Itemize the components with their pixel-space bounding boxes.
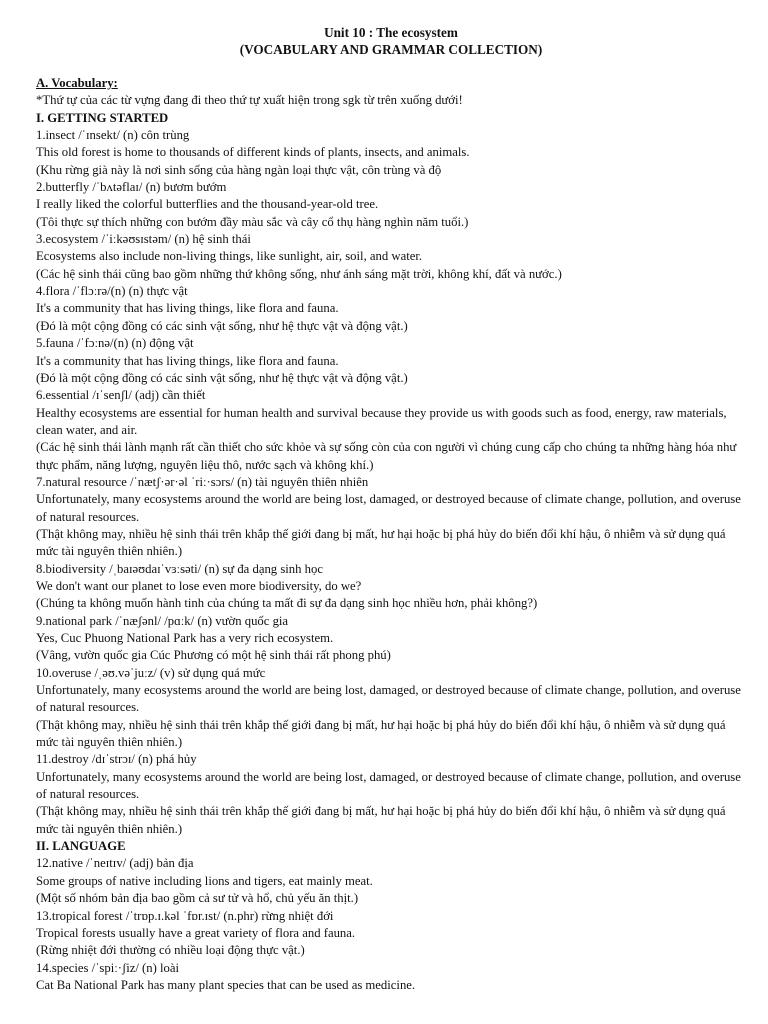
vocab-translation: (Một số nhóm bản địa bao gồm cả sư tử và hổ, chủ yếu ăn thịt.) bbox=[36, 891, 359, 906]
section-heading-language: II. LANGUAGE bbox=[36, 839, 126, 854]
vocab-term: 3.ecosystem /ˈiːkəʊsɪstəm/ (n) hệ sinh thái bbox=[36, 232, 251, 247]
vocab-term: 13.tropical forest /ˈtrɒp.ɪ.kəl ˈfɒr.ɪst/ (n.phr) rừng nhiệt đới bbox=[36, 908, 334, 923]
vocab-translation: (Thật không may, nhiều hệ sinh thái trên khắp thế giới đang bị mất, hư hại hoặc bị phá hủy do biến đổi khí hậu, ô nhiễm và sử dụng quá mức tài nguyên thiên nhiên.) bbox=[36, 804, 726, 836]
vocab-term: 9.national park /ˈnæʃənl/ /pɑːk/ (n) vườn quốc gia bbox=[36, 613, 289, 628]
vocab-example: This old forest is home to thousands of different kinds of plants, insects, and animals. bbox=[36, 145, 470, 160]
vocab-example: Unfortunately, many ecosystems around the world are being lost, damaged, or destroyed because of climate change, pollution, and overuse of natural resources. bbox=[36, 492, 741, 524]
vocab-example: Healthy ecosystems are essential for human health and survival because they provide us with goods such as food, energy, raw materials, clean water, and air. bbox=[36, 405, 727, 437]
vocab-example: It's a community that has living things, like flora and fauna. bbox=[36, 353, 339, 368]
collection-title: (VOCABULARY AND GRAMMAR COLLECTION) bbox=[239, 42, 543, 57]
vocab-translation: (Đó là một cộng đồng có các sinh vật sống, như hệ thực vật và động vật.) bbox=[36, 370, 408, 385]
spacer bbox=[36, 58, 746, 75]
vocab-translation: (Đó là một cộng đồng có các sinh vật sống, như hệ thực vật và động vật.) bbox=[36, 318, 408, 333]
vocab-translation: (Các hệ sinh thái cũng bao gồm những thứ không sống, như ánh sáng mặt trời, không khí, đất và nước.) bbox=[36, 266, 562, 281]
vocab-term: 1.insect /ˈɪnsekt/ (n) côn trùng bbox=[36, 128, 190, 143]
vocab-translation: (Rừng nhiệt đới thường có nhiều loại động thực vật.) bbox=[36, 943, 305, 958]
vocab-example: Cat Ba National Park has many plant species that can be used as medicine. bbox=[36, 977, 416, 992]
vocab-example: Some groups of native including lions and tigers, eat mainly meat. bbox=[36, 873, 373, 888]
vocabulary-heading: A. Vocabulary: bbox=[36, 76, 118, 90]
section-heading-getting-started: I. GETTING STARTED bbox=[36, 110, 169, 125]
vocab-translation: (Khu rừng già này là nơi sinh sống của hàng ngàn loại thực vật, côn trùng và độ bbox=[36, 162, 442, 177]
vocab-translation: (Thật không may, nhiều hệ sinh thái trên khắp thế giới đang bị mất, hư hại hoặc bị phá hủy do biến đổi khí hậu, ô nhiễm và sử dụng quá mức tài nguyên thiên nhiên.) bbox=[36, 526, 726, 559]
vocab-term: 11.destroy /dɪˈstrɔɪ/ (n) phá hủy bbox=[36, 752, 197, 767]
vocab-translation: (Thật không may, nhiều hệ sinh thái trên khắp thế giới đang bị mất, hư hại hoặc bị phá hủy do biến đổi khí hậu, ô nhiễm và sử dụng quá mức tài nguyên thiên nhiên.) bbox=[36, 717, 726, 750]
vocab-translation: (Tôi thực sự thích những con bướm đầy màu sắc và cây cổ thụ hàng nghìn năm tuổi.) bbox=[36, 214, 469, 229]
vocab-example: It's a community that has living things, like flora and fauna. bbox=[36, 301, 339, 316]
vocab-term: 2.butterfly /ˈbʌtəflaɪ/ (n) bươm bướm bbox=[36, 180, 227, 195]
vocab-term: 5.fauna /ˈfɔːnə/(n) (n) động vật bbox=[36, 336, 194, 351]
vocab-example: I really liked the colorful butterflies and the thousand-year-old tree. bbox=[36, 197, 379, 212]
vocab-example: We don't want our planet to lose even more biodiversity, do we? bbox=[36, 578, 362, 593]
vocab-example: Ecosystems also include non-living things, like sunlight, air, soil, and water. bbox=[36, 249, 423, 264]
vocab-term: 8.biodiversity /ˌbaɪəʊdaɪˈvɜːsəti/ (n) sự đa dạng sinh học bbox=[36, 561, 323, 576]
vocab-term: 7.natural resource /ˈnætʃ·ər·əl ˈriː·sɔrs/ (n) tài nguyên thiên nhiên bbox=[36, 474, 369, 489]
vocab-example: Tropical forests usually have a great variety of flora and fauna. bbox=[36, 925, 356, 940]
vocab-translation: (Vâng, vườn quốc gia Cúc Phương có một hệ sinh thái rất phong phú) bbox=[36, 648, 391, 663]
vocab-translation: (Các hệ sinh thái lành mạnh rất cần thiết cho sức khỏe và sự sống còn của con người vì chúng cung cấp cho chúng ta những hàng hóa như thực phẩm, năng lượng, nguyên liệu thô, nước sạch và không khí.) bbox=[36, 440, 737, 472]
vocab-example: Unfortunately, many ecosystems around the world are being lost, damaged, or destroyed because of climate change, pollution, and overuse of natural resources. bbox=[36, 683, 741, 715]
vocab-example: Unfortunately, many ecosystems around the world are being lost, damaged, or destroyed because of climate change, pollution, and overuse of natural resources. bbox=[36, 769, 741, 802]
vocab-term: 10.overuse /ˌəʊ.vəˈjuːz/ (v) sử dụng quá mức bbox=[36, 665, 266, 680]
unit-title: Unit 10 : The ecosystem bbox=[324, 25, 458, 40]
vocab-translation: (Chúng ta không muốn hành tinh của chúng ta mất đi sự đa dạng sinh học nhiều hơn, phải không?) bbox=[36, 596, 538, 611]
vocab-term: 12.native /ˈneɪtɪv/ (adj) bản địa bbox=[36, 856, 194, 871]
vocab-example: Yes, Cuc Phuong National Park has a very rich ecosystem. bbox=[36, 631, 334, 645]
vocab-term: 14.species /ˈspiː·ʃiz/ (n) loài bbox=[36, 960, 180, 975]
vocab-term: 4.flora /ˈflɔːrə/(n) (n) thực vật bbox=[36, 284, 188, 299]
vocabulary-note: *Thứ tự của các từ vựng đang đi theo thứ tự xuất hiện trong sgk từ trên xuống dưới! bbox=[36, 93, 463, 108]
vocab-term: 6.essential /ɪˈsenʃl/ (adj) cần thiết bbox=[36, 388, 206, 403]
